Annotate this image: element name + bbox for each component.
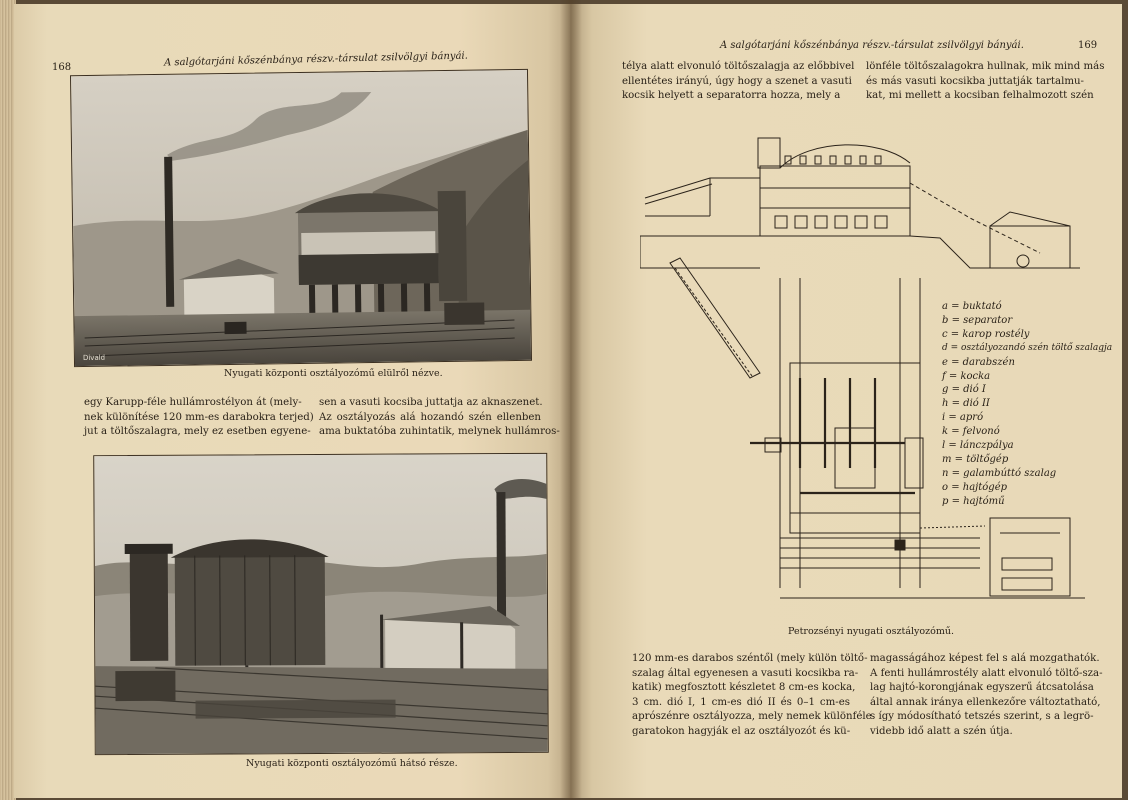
diagram-legend: [942, 300, 1112, 509]
photo-front-view: [70, 69, 532, 367]
text-line: 120 mm-es darabos széntől (mely külön töltő-: [632, 653, 868, 664]
legend-item: m = töltőgép: [942, 453, 1009, 465]
text-line: aprószénre osztályozza, mely nemek különféle: [632, 711, 872, 723]
text-line: s így módosítható tetszés szerint, s a legrö-: [870, 711, 1094, 723]
text-line: katik) megfosztott készletet 8 cm-es kocka,: [632, 682, 856, 694]
legend-item: c = karop rostély: [942, 328, 1030, 340]
right-page: [570, 4, 1122, 798]
left-text-col-2: [319, 396, 560, 440]
text-line: kat, mi mellett a kocsiban felhalmozott szén: [866, 90, 1094, 102]
text-line: Az osztályozás alá hozandó szén ellenben: [319, 411, 541, 423]
text-line: ellentétes irányú, úgy hogy a szenet a vasuti: [622, 75, 852, 87]
right-top-col-2: [866, 60, 1105, 104]
right-bottom-col-1: [632, 652, 872, 740]
legend-item: n = galambúttó szalag: [942, 467, 1057, 479]
legend-item: i = apró: [942, 412, 984, 424]
text-line: 3 cm. dió I, 1 cm-es dió II és 0–1 cm-es: [632, 696, 850, 708]
text-line: videbb idő alatt a szén útja.: [870, 725, 1013, 737]
text-line: lag hajtó-korongjának egyszerű átcsatolása: [870, 682, 1094, 694]
right-top-col-1: [622, 60, 855, 104]
text-line: ama buktatóba zuhintatik, melynek hullámros-: [319, 426, 560, 438]
text-line: A fenti hullámrostély alatt elvonuló töltő-sza-: [870, 667, 1103, 679]
photo-rear-view: [93, 453, 549, 755]
right-bottom-col-2: [870, 652, 1103, 740]
left-text-col-1: [84, 396, 314, 440]
legend-item: a = buktató: [942, 301, 1002, 312]
legend-item: k = felvonó: [942, 426, 1000, 438]
caption-front-view: Nyugati központi osztályozómű elülről nézve.: [224, 368, 443, 379]
text-line: lönféle töltőszalagokra hullnak, mik mind más: [866, 61, 1105, 72]
left-page-header: A salgótarjáni kőszénbánya részv.-társulat zsilvölgyi bányái.: [163, 50, 468, 69]
legend-item: o = hajtógép: [942, 481, 1008, 493]
left-page: [14, 4, 570, 798]
legend-item: l = lánczpálya: [942, 440, 1014, 452]
legend-item: p = hajtómű: [942, 495, 1005, 507]
text-line: télya alatt elvonuló töltőszalagja az előbbivel: [622, 61, 855, 72]
text-line: egy Karupp-féle hullámrostélyon át (mely-: [84, 397, 302, 408]
legend-item: h = dió II: [942, 398, 990, 410]
left-page-number: 168: [52, 62, 72, 73]
text-line: sen a vasuti kocsiba juttatja az aknaszenet.: [319, 397, 543, 408]
right-page-header: A salgótarjáni kőszénbánya részv.-társulat zsilvölgyi bányái.: [720, 40, 1024, 51]
legend-item: f = kocka: [942, 370, 991, 382]
text-line: és más vasuti kocsikba juttatják tartalmu-: [866, 75, 1084, 87]
caption-rear-view: Nyugati központi osztályozómű hátsó része.: [246, 758, 458, 769]
photo-stamp: Divald: [82, 353, 106, 363]
text-line: magasságához képest fel s alá mozgathatók.: [870, 653, 1100, 664]
book-gutter: [560, 0, 582, 800]
text-line: által annak iránya ellenkezőre változtatható,: [870, 696, 1101, 708]
text-line: nek különítése 120 mm-es darabokra terjed): [84, 411, 314, 423]
diagram-caption: Petrozsényi nyugati osztályozómű.: [788, 626, 955, 637]
legend-item: e = darabszén: [942, 356, 1015, 368]
text-line: kocsik helyett a separatorra hozza, mely a: [622, 90, 841, 102]
legend-item: g = dió I: [942, 384, 986, 396]
right-page-number: 169: [1078, 40, 1098, 51]
text-line: garatokon hagyják el az osztályozót és kü-: [632, 725, 851, 737]
text-line: szalag által egyenesen a vasuti kocsikba ra-: [632, 667, 859, 679]
legend-item: d = osztályozandó szén töltő szalagja: [942, 342, 1113, 353]
legend-item: b = separator: [942, 314, 1013, 326]
text-line: jut a töltőszalagra, mely ez esetben egyene-: [84, 426, 311, 438]
